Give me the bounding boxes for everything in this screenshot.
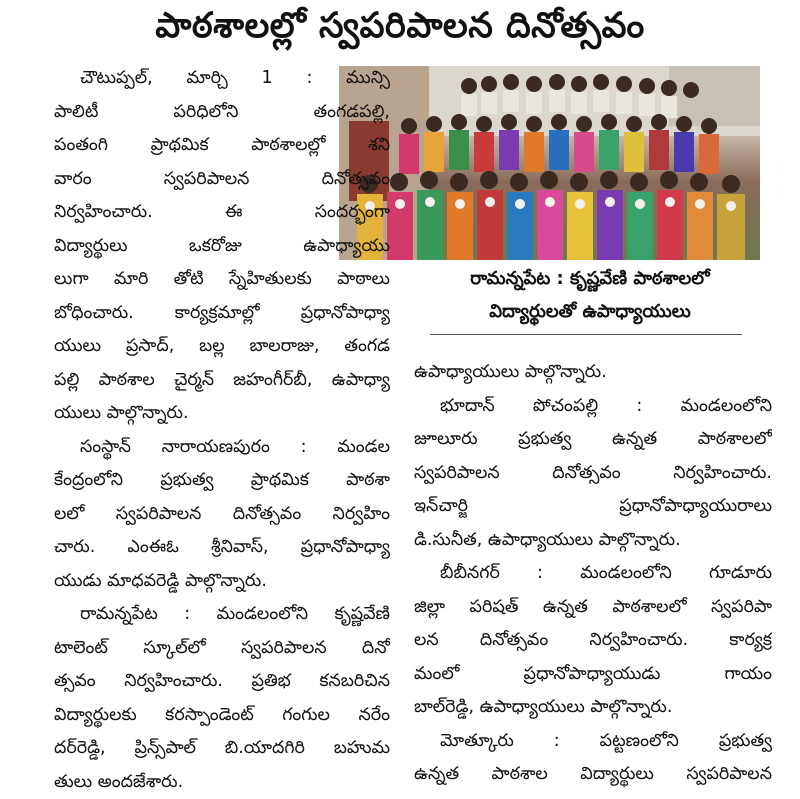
paragraph-line: యులు పాల్గొన్నారు. (54, 397, 390, 431)
headline: పాఠశాలల్లో స్వపరిపాలన దినోత్సవం (0, 0, 800, 60)
paragraph-line: ఇన్‌చార్జి ప్రధానోపాధ్యాయురాలు (414, 490, 772, 524)
paragraph-line: పాలిటీ పరిధిలోని తంగడపల్లి, (54, 96, 390, 130)
school-group-photo (339, 66, 760, 260)
article-column-left (54, 62, 390, 799)
paragraph-line: చౌటుప్పల్, మార్చి 1 : మున్సి (54, 62, 390, 96)
article-column-right (414, 356, 772, 792)
paragraph-line: బాల్‌రెడ్డి, ఉపాధ్యాయులు పాల్గొన్నారు. (414, 691, 772, 725)
paragraph-line: తులు అందజేశారు. (54, 766, 390, 799)
paragraph-line: మోత్కూరు : పట్టణంలోని ప్రభుత్వ (414, 725, 772, 759)
paragraph-line: పల్లి పాఠశాల చైర్మన్ జహంగీర్‌బీ, ఉపాధ్యా (54, 364, 390, 398)
paragraph-line: స్వపరిపాలన దినోత్సవం నిర్వహించారు. (414, 457, 772, 491)
paragraph-line: యుడు మాధవరెడ్డి పాల్గొన్నారు. (54, 565, 390, 599)
paragraph-line: బోధించారు. కార్యక్రమాల్లో ప్రధానోపాధ్యా (54, 297, 390, 331)
paragraph-line: నిర్వహించారు. ఈ సందర్భంగా (54, 196, 390, 230)
paragraph-line: బీబీనగర్ : మండలంలోని గూడూరు (414, 557, 772, 591)
paragraph-line: విద్యార్థులు ఒకరోజు ఉపాధ్యాయు (54, 230, 390, 264)
paragraph-line: జూలూరు ప్రభుత్వ ఉన్నత పాఠశాలలో (414, 423, 772, 457)
paragraph-line: పంతంగి ప్రాథమిక పాఠశాలల్లో శని (54, 129, 390, 163)
caption-line-1: రామన్నపేట : కృష్ణవేణి పాఠశాలలో (420, 262, 760, 295)
paragraph-line: వారం స్వపరిపాలన దినోత్సవం (54, 163, 390, 197)
paragraph-line: యులు ప్రసాద్, బల్ల బాలరాజు, తంగడ (54, 330, 390, 364)
paragraph-line: భూదాన్ పోచంపల్లి : మండలంలోని (414, 390, 772, 424)
paragraph-line: లలో స్వపరిపాలన దినోత్సవం నిర్వహిం (54, 498, 390, 532)
paragraph-line: కేంద్రంలోని ప్రభుత్వ ప్రాథమిక పాఠశా (54, 464, 390, 498)
photo-caption (420, 262, 760, 328)
paragraph-line: లన దినోత్సవం నిర్వహించారు. కార్యక్ర (414, 624, 772, 658)
paragraph-line: ఉన్నత పాఠశాల విద్యార్థులు స్వపరిపాలన (414, 758, 772, 792)
paragraph-line: చారు. ఎంఈఓ శ్రీనివాస్, ప్రధానోపాధ్యా (54, 531, 390, 565)
paragraph-line: డి.సునీత, ఉపాధ్యాయులు పాల్గొన్నారు. (414, 524, 772, 558)
paragraph-line: త్సవం నిర్వహించారు. ప్రతిభ కనబరిచిన (54, 665, 390, 699)
caption-divider (430, 334, 742, 335)
paragraph-line: విద్యార్థులకు కరస్పాండెంట్ గంగుల నరేం (54, 699, 390, 733)
paragraph-line: జిల్లా పరిషత్ ఉన్నత పాఠశాలలో స్వపరిపా (414, 591, 772, 625)
paragraph-line: ఉపాధ్యాయులు పాల్గొన్నారు. (414, 356, 772, 390)
paragraph-line: మంలో ప్రధానోపాధ్యాయుడు గాయం (414, 658, 772, 692)
paragraph-line: సంస్థాన్ నారాయణపురం : మండల (54, 431, 390, 465)
paragraph-line: టాలెంట్ స్కూల్‌లో స్వపరిపాలన దినో (54, 632, 390, 666)
paragraph-line: రామన్నపేట : మండలంలోని కృష్ణవేణి (54, 598, 390, 632)
paragraph-line: లుగా మారి తోటి స్నేహితులకు పాఠాలు (54, 263, 390, 297)
paragraph-line: దర్‌రెడ్డి, ప్రిన్స్‌పాల్ బి.యాదగిరి బహుమ (54, 732, 390, 766)
caption-line-2: విద్యార్థులతో ఉపాధ్యాయులు (420, 295, 760, 328)
photo-illustration (339, 66, 760, 260)
